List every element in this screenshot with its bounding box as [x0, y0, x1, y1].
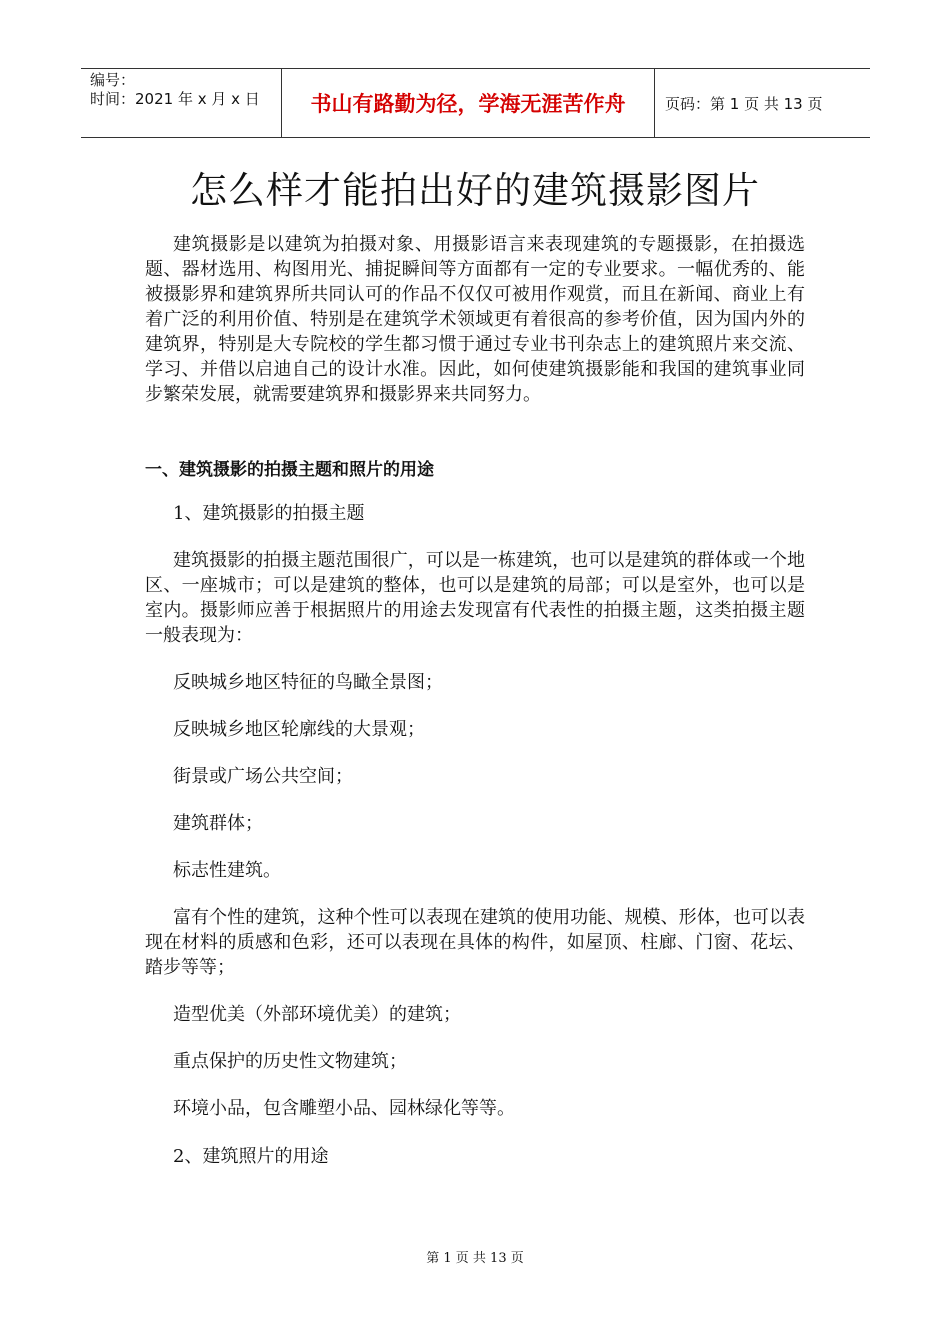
- theme-list-item: 反映城乡地区轮廓线的大景观；: [173, 719, 425, 740]
- theme-paragraph: 建筑摄影的拍摄主题范围很广，可以是一栋建筑，也可以是建筑的群体或一个地区、一座城市；可以是建筑的整体，也可以是建筑的局部；可以是室外，也可以是室内。摄影师应善于根据照片的用途去发现富有代表性的拍摄主题，这类拍摄主题一般表现为：: [145, 550, 805, 646]
- header-motto: 书山有路勤为径，学海无涯苦作舟: [282, 69, 655, 137]
- subheading-1: 1、建筑摄影的拍摄主题: [173, 503, 365, 524]
- header-meta: [81, 69, 282, 137]
- subheading-2: 2、建筑照片的用途: [173, 1146, 329, 1167]
- document-number-label: 编号：: [90, 71, 136, 89]
- theme-list-item: 建筑群体；: [173, 813, 263, 834]
- theme-list-item: 街景或广场公共空间；: [173, 766, 353, 787]
- theme-list-item: 环境小品，包含雕塑小品、园林绿化等等。: [173, 1098, 515, 1119]
- theme-list-item: 重点保护的历史性文物建筑；: [173, 1051, 407, 1072]
- theme-list-item: 标志性建筑。: [173, 860, 281, 881]
- page-footer: 第 1 页 共 13 页: [426, 1251, 524, 1266]
- intro-paragraph: 建筑摄影是以建筑为拍摄对象、用摄影语言来表现建筑的专题摄影，在拍摄选题、器材选用、构图用光、捕捉瞬间等方面都有一定的专业要求。一幅优秀的、能被摄影界和建筑界所共同认可的作品不仅仅可被用作观赏，而且在新闻、商业上有着广泛的利用价值、特别是在建筑学术领域更有着很高的参考价值，因为国内外的建筑界，特别是大专院校的学生都习惯于通过专业书刊杂志上的建筑照片来交流、学习、并借以启迪自己的设计水准。因此，如何使建筑摄影能和我国的建筑事业同步繁荣发展，就需要建筑界和摄影界来共同努力。: [145, 234, 805, 405]
- section-heading-1: 一、建筑摄影的拍摄主题和照片的用途: [145, 460, 434, 480]
- document-header: [81, 68, 870, 138]
- document-time-label: 时间：2021 年 x 月 x 日: [90, 90, 260, 108]
- document-title: 怎么样才能拍出好的建筑摄影图片: [190, 169, 760, 212]
- header-page-code: 页码：第 1 页 共 13 页: [665, 94, 823, 113]
- character-paragraph: 富有个性的建筑，这种个性可以表现在建筑的使用功能、规模、形体，也可以表现在材料的质感和色彩，还可以表现在具体的构件，如屋顶、柱廊、门窗、花坛、踏步等等；: [145, 907, 805, 978]
- theme-list-item: 反映城乡地区特征的鸟瞰全景图；: [173, 672, 443, 693]
- theme-list-item: 造型优美（外部环境优美）的建筑；: [173, 1004, 461, 1025]
